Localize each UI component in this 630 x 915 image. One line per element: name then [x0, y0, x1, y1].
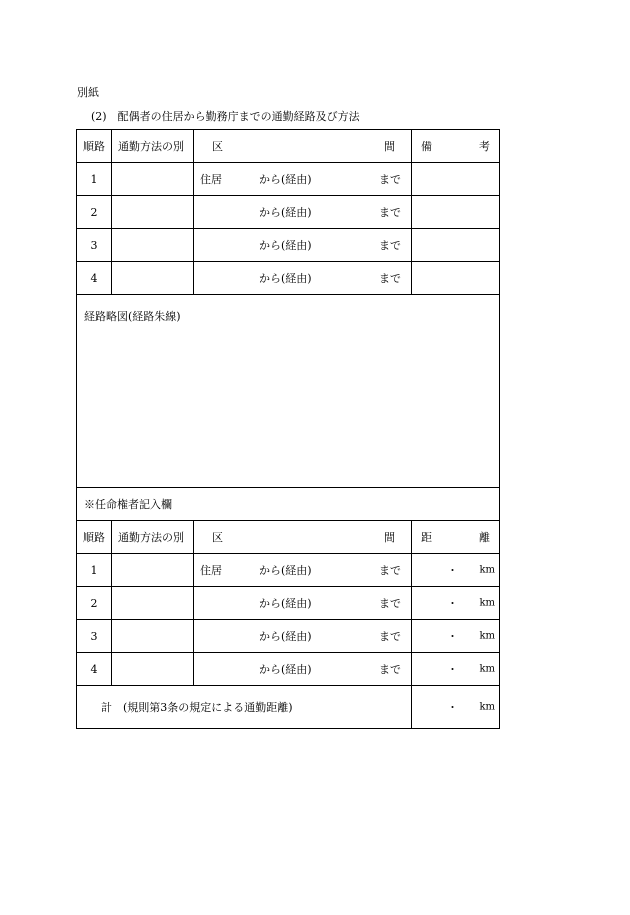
- row-number: 3: [77, 229, 112, 262]
- remarks-cell[interactable]: [412, 262, 500, 295]
- via-label: から(経由): [259, 564, 312, 577]
- until-label: まで: [379, 239, 401, 252]
- via-label: から(経由): [259, 630, 312, 643]
- start-label: 住居: [200, 564, 222, 577]
- header-distance: [412, 521, 500, 554]
- km-unit: km: [479, 597, 495, 609]
- header-section-right: 間: [384, 140, 395, 153]
- row-number: 3: [77, 620, 112, 653]
- header-section-left: 区: [212, 140, 223, 153]
- method-cell[interactable]: [112, 554, 194, 587]
- table-row: [77, 554, 500, 587]
- remarks-cell[interactable]: [412, 196, 500, 229]
- via-label: から(経由): [259, 597, 312, 610]
- until-label: まで: [379, 206, 401, 219]
- until-label: まで: [379, 597, 401, 610]
- until-label: まで: [379, 630, 401, 643]
- table-row: [77, 196, 500, 229]
- route-map-area[interactable]: [77, 295, 500, 488]
- method-cell[interactable]: [112, 620, 194, 653]
- section-cell[interactable]: [194, 229, 412, 262]
- method-cell[interactable]: [112, 229, 194, 262]
- via-label: から(経由): [259, 239, 312, 252]
- distance-cell[interactable]: [412, 653, 500, 686]
- header-section-right: 間: [384, 531, 395, 544]
- header-method: 通勤方法の別: [112, 521, 194, 554]
- commute-route-form: [76, 129, 500, 729]
- decimal-dot: ・: [447, 701, 458, 714]
- header-order: 順路: [77, 130, 112, 163]
- section-title: (2) 配偶者の住居から勤務庁までの通勤経路及び方法: [91, 110, 360, 123]
- header-section: [194, 130, 412, 163]
- header-section: [194, 521, 412, 554]
- distance-cell[interactable]: [412, 587, 500, 620]
- distance-cell[interactable]: [412, 620, 500, 653]
- row-number: 1: [77, 163, 112, 196]
- km-unit: km: [479, 564, 495, 576]
- table-header-row: [77, 521, 500, 554]
- distance-cell[interactable]: [412, 554, 500, 587]
- row-number: 2: [77, 587, 112, 620]
- decimal-dot: ・: [447, 564, 458, 577]
- attachment-label: 別紙: [77, 86, 99, 99]
- row-number: 1: [77, 554, 112, 587]
- until-label: まで: [379, 564, 401, 577]
- row-number: 4: [77, 653, 112, 686]
- header-distance-left: 距: [421, 531, 432, 544]
- table-row: [77, 653, 500, 686]
- decimal-dot: ・: [447, 630, 458, 643]
- remarks-cell[interactable]: [412, 229, 500, 262]
- km-unit: km: [479, 701, 495, 713]
- header-method: 通勤方法の別: [112, 130, 194, 163]
- table-row: [77, 587, 500, 620]
- row-number: 2: [77, 196, 112, 229]
- via-label: から(経由): [259, 663, 312, 676]
- appointer-label-row: [77, 488, 500, 521]
- table-row: [77, 229, 500, 262]
- via-label: から(経由): [259, 206, 312, 219]
- method-cell[interactable]: [112, 196, 194, 229]
- decimal-dot: ・: [447, 663, 458, 676]
- section-cell[interactable]: [194, 196, 412, 229]
- section-cell[interactable]: [194, 587, 412, 620]
- via-label: から(経由): [259, 173, 312, 186]
- remarks-cell[interactable]: [412, 163, 500, 196]
- appointer-label: ※任命権者記入欄: [77, 488, 500, 521]
- total-distance-cell[interactable]: [412, 686, 500, 729]
- section-cell[interactable]: [194, 163, 412, 196]
- decimal-dot: ・: [447, 597, 458, 610]
- total-label: 計 (規則第3条の規定による通勤距離): [77, 686, 412, 729]
- table-row: [77, 163, 500, 196]
- table-row: [77, 262, 500, 295]
- start-label: 住居: [200, 173, 222, 186]
- km-unit: km: [479, 630, 495, 642]
- row-number: 4: [77, 262, 112, 295]
- via-label: から(経由): [259, 272, 312, 285]
- route-map-row: [77, 295, 500, 488]
- until-label: まで: [379, 663, 401, 676]
- method-cell[interactable]: [112, 262, 194, 295]
- method-cell[interactable]: [112, 587, 194, 620]
- header-section-left: 区: [212, 531, 223, 544]
- section-cell[interactable]: [194, 653, 412, 686]
- section-cell[interactable]: [194, 620, 412, 653]
- method-cell[interactable]: [112, 163, 194, 196]
- header-remarks: [412, 130, 500, 163]
- section-cell[interactable]: [194, 262, 412, 295]
- route-map-label: 経路略図(経路朱線): [84, 310, 181, 323]
- table-row: [77, 620, 500, 653]
- header-remarks-left: 備: [421, 140, 432, 153]
- section-cell[interactable]: [194, 554, 412, 587]
- total-row: [77, 686, 500, 729]
- method-cell[interactable]: [112, 653, 194, 686]
- header-remarks-right: 考: [479, 140, 490, 153]
- until-label: まで: [379, 173, 401, 186]
- until-label: まで: [379, 272, 401, 285]
- km-unit: km: [479, 663, 495, 675]
- header-distance-right: 離: [479, 531, 490, 544]
- header-order: 順路: [77, 521, 112, 554]
- table-header-row: [77, 130, 500, 163]
